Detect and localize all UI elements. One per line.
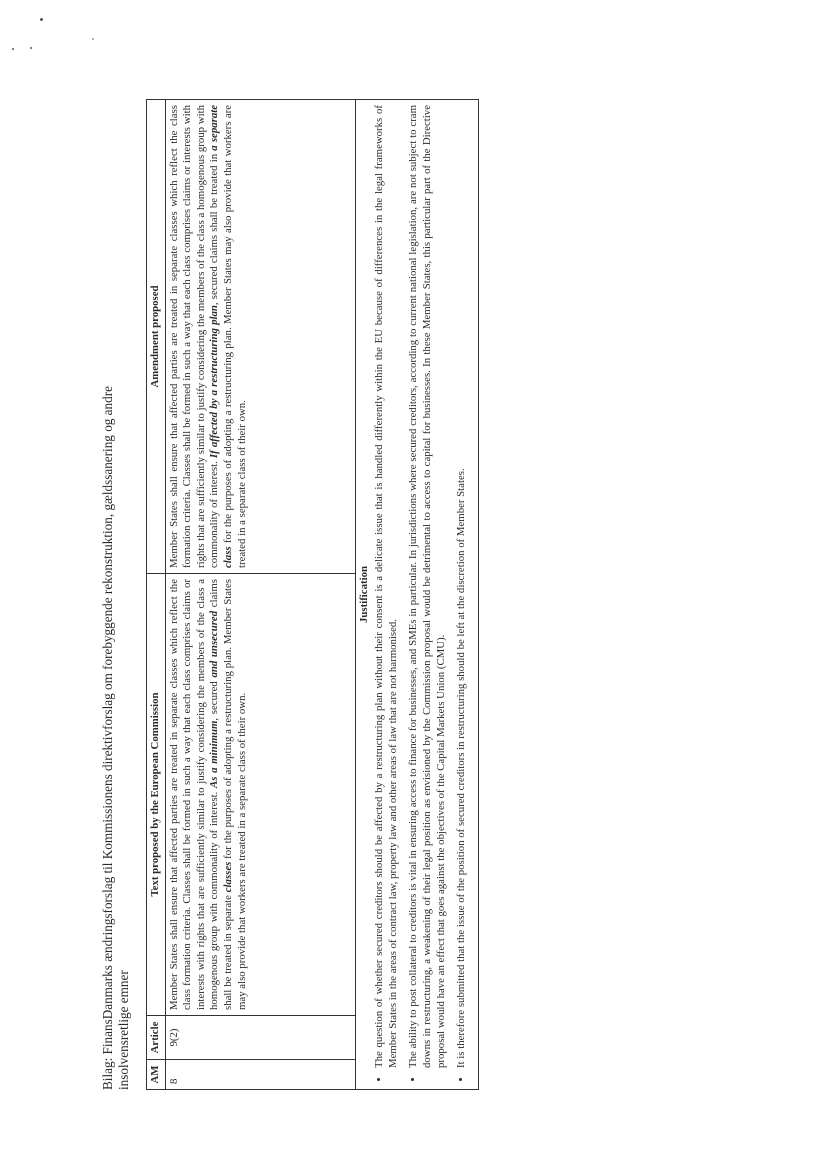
list-item: • The question of whether secured creditors should be affected by a restructuring plan without their consent is a delicate issue that is handled differently within the EU because of differences in the legal frameworks of Member States in the areas of contract law, property law and other areas of law that are not harmonised. [373, 105, 400, 1068]
list-item: • It is therefore submitted that the issue of the position of secured creditors in restructuring should be left at the discretion of Member States. [455, 105, 469, 1068]
emphasis-segment: and unsecured [208, 610, 221, 678]
text-segment: Member States shall ensure that affected parties are treated in separate classes which reflect the class formation criteria. Classes shall be formed in such a way that each class comprises claims or interests with rights that are sufficiently similar to justify considering the members of the class a homogenous group with commonality of interest. [167, 579, 221, 1010]
cell-amendment-text [165, 100, 355, 574]
table-header-row [147, 100, 166, 1090]
emphasis-segment: If affected by a restructuring plan [208, 305, 221, 459]
emphasis-segment: As a minimum [208, 720, 221, 788]
text-segment: for the purposes of adopting a restructuring plan. Member States may also provide that workers are treated in a separate class of their own. [221, 105, 248, 568]
scan-speck [12, 48, 14, 50]
scan-speck [30, 47, 32, 49]
header-article: Article [147, 1016, 166, 1060]
emphasis-segment: a separate class [208, 104, 234, 568]
cell-am-number: 8 [165, 1060, 355, 1090]
emphasis-segment: classes [221, 861, 234, 893]
text-segment: Member States shall ensure that affected parties are treated in separate classes which reflect the class formation criteria. Classes shall be formed in such a way that each class comprises claims or interests with rights that are sufficiently similar to justify considering the members of the class a homogenous group with commonality of interest. [167, 105, 221, 568]
justification-list [373, 105, 469, 1084]
cell-article: 9(2) [165, 1016, 355, 1060]
justification-row [355, 100, 478, 1090]
cell-commission-text [165, 574, 355, 1016]
text-segment: , secured [208, 677, 221, 721]
justification-title: Justification [357, 566, 370, 623]
text-segment: , secured claims shall be treated in [208, 150, 221, 306]
header-commission-text: Text proposed by the European Commission [147, 574, 166, 1016]
header-am: AM [147, 1060, 166, 1090]
list-item: • The ability to post collateral to creditors is vital in ensuring access to finance for businesses, and SMEs in particular. In jurisdictions where secured creditors, according to current national legislation, are not subject to cram downs in restructuring, a weakening of their legal position as envisioned by the Commission proposal would be detrimental to access to capital for businesses. In these Member States, this particular part of the Directive proposal would have an effect that goes against the objectives of the Capital Markets Union (CMU). [407, 105, 448, 1068]
table-row [165, 100, 355, 1090]
document-caption: Bilag: FinansDanmarks ændringsforslag til Kommissionens direktivforslag om forebyggende rekonstruktion, gældssanering og andre insolvensretlige emner [100, 386, 131, 1090]
header-amendment-proposed: Amendment proposed [147, 100, 166, 574]
scan-speck [92, 38, 94, 40]
text-segment: claims shall be treated in separate [208, 579, 234, 1010]
text-segment: for the purposes of adopting a restructuring plan. Member States may also provide that workers are treated in a separate class of their own. [221, 579, 248, 1010]
justification-cell [355, 100, 478, 1090]
rotated-page-content [100, 100, 570, 1090]
amendment-table [146, 99, 479, 1090]
scan-speck [40, 18, 43, 21]
